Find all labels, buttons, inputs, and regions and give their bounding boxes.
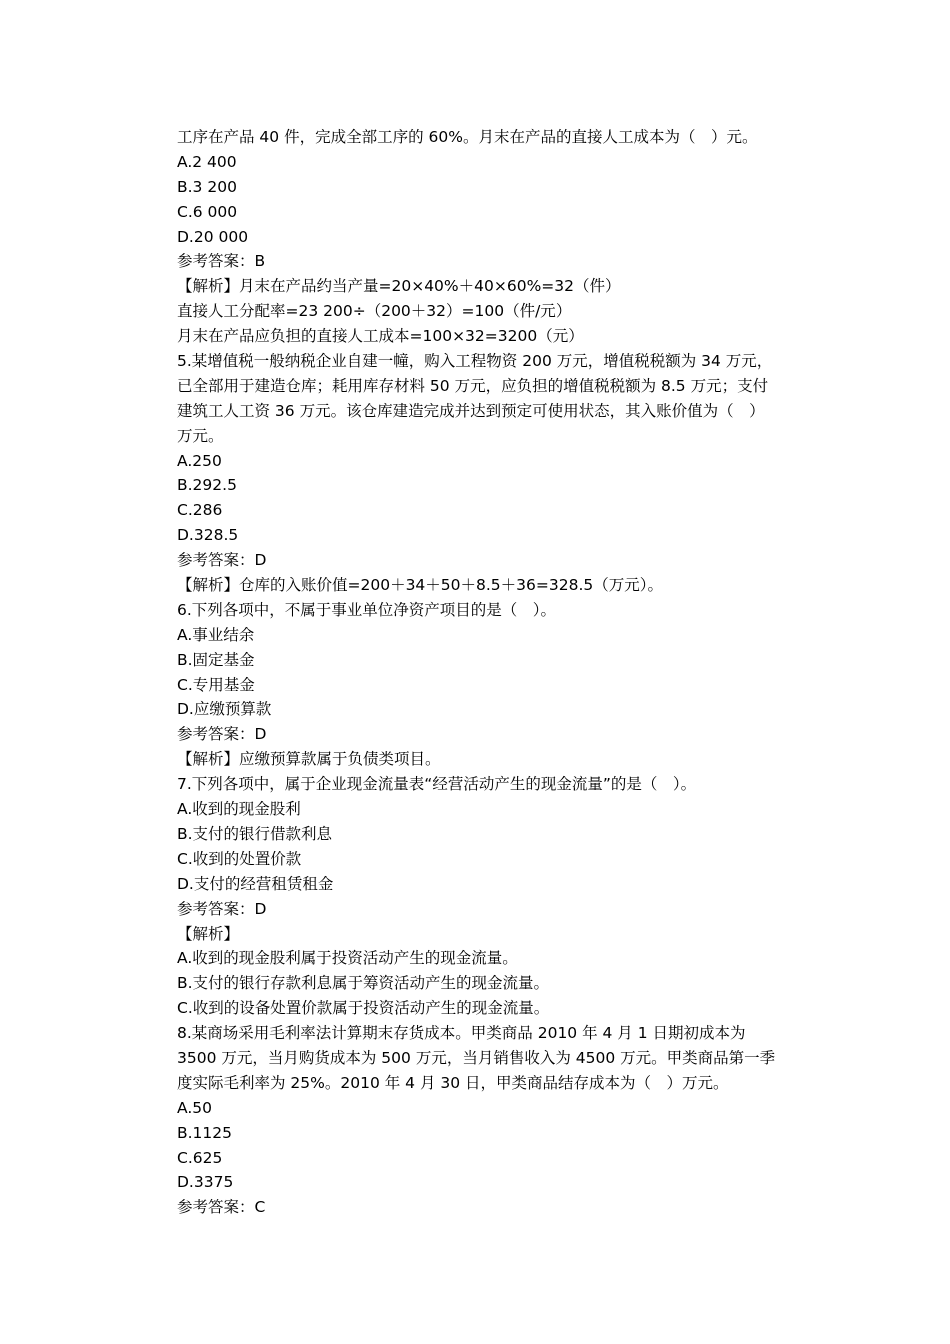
q4-option-b: B.3 200 bbox=[177, 177, 237, 196]
q5-option-d: D.328.5 bbox=[177, 526, 239, 545]
q6-option-c: C.专用基金 bbox=[177, 675, 255, 694]
q7-option-c: C.收到的处置价款 bbox=[177, 849, 302, 868]
q5-answer: 参考答案：D bbox=[177, 551, 267, 570]
q7-option-b: B.支付的银行借款利息 bbox=[177, 824, 333, 843]
q4-analysis-3: 月末在产品应负担的直接人工成本=100×32=3200（元） bbox=[177, 327, 584, 346]
q5-option-c: C.286 bbox=[177, 501, 223, 520]
q6-stem: 6.下列各项中，不属于事业单位净资产项目的是（ ）。 bbox=[177, 600, 557, 619]
q8-answer: 参考答案：C bbox=[177, 1198, 266, 1217]
q4-stem-tail: 工序在产品 40 件，完成全部工序的 60%。月末在产品的直接人工成本为（ ）元。 bbox=[177, 128, 758, 146]
q4-option-a: A.2 400 bbox=[177, 152, 237, 171]
q5-analysis: 【解析】仓库的入账价值=200＋34＋50＋8.5＋36=328.5（万元）。 bbox=[177, 576, 664, 595]
q4-option-d: D.20 000 bbox=[177, 227, 249, 246]
q7-analysis-a: A.收到的现金股利属于投资活动产生的现金流量。 bbox=[177, 949, 518, 968]
document-body bbox=[177, 125, 813, 1220]
q8-stem-line-1: 8.某商场采用毛利率法计算期末存货成本。甲类商品 2010 年 4 月 1 日期初成本为 bbox=[177, 1024, 746, 1043]
q4-analysis-1: 【解析】月末在产品约当产量=20×40%＋40×60%=32（件） bbox=[177, 277, 621, 296]
q8-stem-line-3: 度实际毛利率为 25%。2010 年 4 月 30 日，甲类商品结存成本为（ ）万元。 bbox=[177, 1073, 729, 1092]
q6-option-a: A.事业结余 bbox=[177, 625, 255, 644]
q7-answer: 参考答案：D bbox=[177, 899, 267, 918]
q4-answer: 参考答案：B bbox=[177, 252, 266, 271]
q8-option-c: C.625 bbox=[177, 1148, 223, 1167]
q7-stem: 7.下列各项中，属于企业现金流量表“经营活动产生的现金流量”的是（ ）。 bbox=[177, 775, 697, 794]
q4-analysis-2: 直接人工分配率=23 200÷（200＋32）=100（件/元） bbox=[177, 302, 572, 321]
q8-option-b: B.1125 bbox=[177, 1123, 233, 1142]
q7-analysis-heading: 【解析】 bbox=[177, 924, 240, 943]
q8-option-a: A.50 bbox=[177, 1098, 212, 1117]
q7-analysis-c: C.收到的设备处置价款属于投资活动产生的现金流量。 bbox=[177, 999, 550, 1018]
q8-stem-line-2: 3500 万元，当月购货成本为 500 万元，当月销售收入为 4500 万元。甲类商品第一季 bbox=[177, 1048, 776, 1067]
q7-analysis-b: B.支付的银行存款利息属于筹资活动产生的现金流量。 bbox=[177, 974, 550, 993]
q6-option-d: D.应缴预算款 bbox=[177, 700, 272, 719]
q5-stem-line-2: 已全部用于建造仓库；耗用库存材料 50 万元，应负担的增值税税额为 8.5 万元；支付 bbox=[177, 376, 769, 395]
q5-option-a: A.250 bbox=[177, 451, 222, 470]
q5-stem-line-3: 建筑工人工资 36 万元。该仓库建造完成并达到预定可使用状态，其入账价值为（ ） bbox=[177, 401, 765, 420]
q8-option-d: D.3375 bbox=[177, 1173, 234, 1192]
q5-option-b: B.292.5 bbox=[177, 476, 237, 495]
q4-option-c: C.6 000 bbox=[177, 202, 238, 221]
q6-analysis: 【解析】应缴预算款属于负债类项目。 bbox=[177, 750, 441, 769]
q6-answer: 参考答案：D bbox=[177, 725, 267, 744]
q5-stem-line-1: 5.某增值税一般纳税企业自建一幢，购入工程物资 200 万元，增值税税额为 34 万元， bbox=[177, 352, 773, 371]
q6-option-b: B.固定基金 bbox=[177, 650, 255, 669]
q5-stem-line-4: 万元。 bbox=[177, 426, 224, 445]
q7-option-a: A.收到的现金股利 bbox=[177, 800, 301, 819]
q7-option-d: D.支付的经营租赁租金 bbox=[177, 874, 334, 893]
